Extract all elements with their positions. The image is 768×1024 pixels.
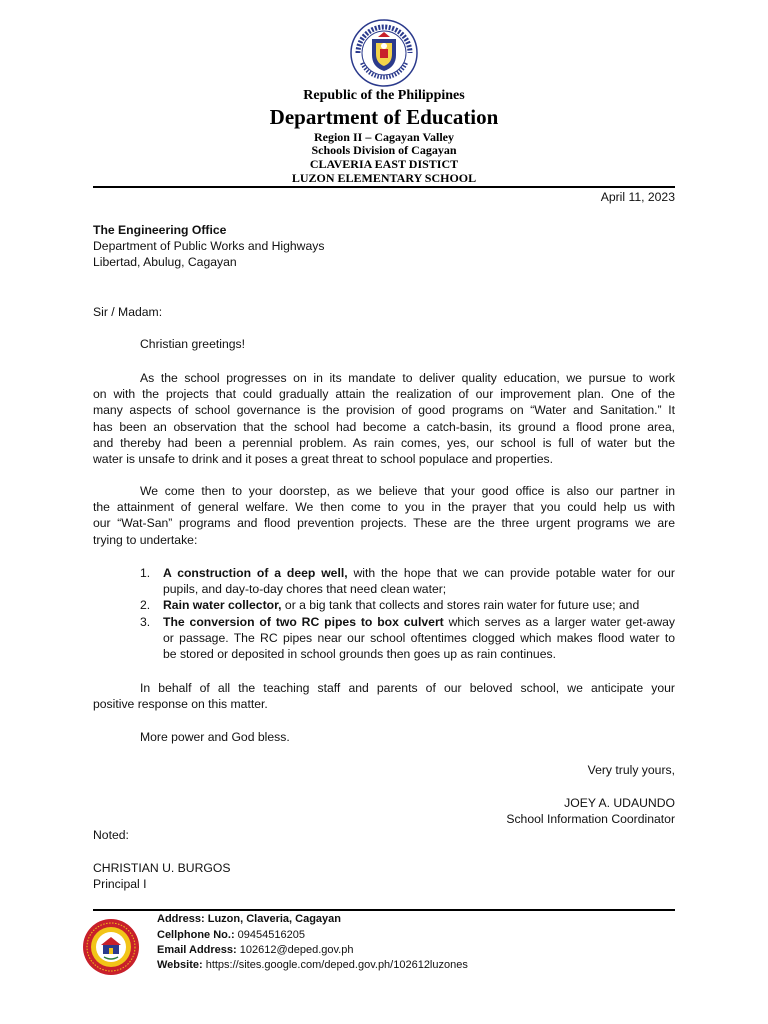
paragraph-1 xyxy=(93,370,675,467)
footer-divider xyxy=(93,909,675,911)
complimentary-close: Very truly yours, xyxy=(587,763,675,777)
paragraph-1-line: water is unsafe to drink and it poses a great threat to school populace and properties. xyxy=(93,452,554,467)
footer-cellphone-label: Cellphone No.: xyxy=(157,929,235,941)
footer-website-link[interactable]: https://sites.google.com/deped.gov.ph/102612luzones xyxy=(205,959,468,971)
header-divider xyxy=(93,186,675,188)
noted-label: Noted: xyxy=(93,828,129,842)
program-number: 2. xyxy=(140,598,151,613)
footer-email xyxy=(157,943,353,959)
header-district: CLAVERIA EAST DISTICT xyxy=(309,157,459,171)
noted-title: Principal I xyxy=(93,877,147,891)
program-text: with the hope that we can provide potable water for our xyxy=(353,566,675,580)
paragraph-3-line: In behalf of all the teaching staff and parents of our beloved school, we anticipate your xyxy=(140,681,675,695)
program-line xyxy=(163,565,675,581)
program-title: Rain water collector, xyxy=(163,598,282,613)
salutation: Sir / Madam: xyxy=(93,305,163,319)
program-number: 3. xyxy=(140,614,151,629)
program-text: which serves as a larger water get-away xyxy=(448,614,675,629)
letter-date: April 11, 2023 xyxy=(600,190,675,204)
header-department: Department of Education xyxy=(269,105,499,129)
paragraph-2 xyxy=(93,483,675,548)
recipient-office: The Engineering Office xyxy=(93,223,227,237)
footer-address: Address: Luzon, Claveria, Cagayan xyxy=(157,913,341,925)
paragraph-1-line: and thereby had been a perennial problem. As rain comes, yes, our school is full of water but the xyxy=(93,435,675,450)
footer-email-label: Email Address: xyxy=(157,944,237,956)
footer-website xyxy=(157,958,468,974)
program-item-3 xyxy=(140,614,675,663)
header-school: LUZON ELEMENTARY SCHOOL xyxy=(291,171,477,185)
paragraph-1-line: As the school progresses on in its mandate to deliver quality education, we pursue to work xyxy=(140,371,675,385)
greeting: Christian greetings! xyxy=(140,337,245,351)
paragraph-2-line: trying to undertake: xyxy=(93,532,198,547)
header-region: Region II – Cagayan Valley xyxy=(313,130,455,144)
signatory-title: School Information Coordinator xyxy=(506,812,675,826)
header-republic: Republic of the Philippines xyxy=(303,88,465,103)
program-line xyxy=(163,597,675,613)
program-line xyxy=(163,614,675,630)
footer-cellphone xyxy=(157,928,305,944)
program-item-1 xyxy=(140,565,675,597)
paragraph-3-line: positive response on this matter. xyxy=(93,697,268,712)
school-logo xyxy=(82,918,140,976)
program-text: or a big tank that collects and stores rain water for future use; and xyxy=(284,598,640,613)
footer-email-value[interactable]: 102612@deped.gov.ph xyxy=(239,944,354,956)
recipient-address: Libertad, Abulug, Cagayan xyxy=(93,255,237,269)
paragraph-1-line: has been an observation that the school had become a catch-basin, its ground a flood prone area, xyxy=(93,419,675,434)
header-division: Schools Division of Cagayan xyxy=(311,143,457,157)
recipient-agency: Department of Public Works and Highways xyxy=(93,239,325,253)
paragraph-3 xyxy=(93,680,675,712)
noted-name: CHRISTIAN U. BURGOS xyxy=(93,861,231,875)
paragraph-2-line: We come then to your doorstep, as we believe that your good office is also our partner in xyxy=(140,484,675,498)
closing-line: More power and God bless. xyxy=(140,730,290,744)
program-line: pupils, and day-to-day chores that need clean water; xyxy=(163,582,447,597)
paragraph-2-line: the attainment of general welfare. We then come to you in the prayer that you could help us with xyxy=(93,500,675,515)
program-title: A construction of a deep well, xyxy=(163,566,348,580)
program-title: The conversion of two RC pipes to box culvert xyxy=(163,614,444,629)
paragraph-1-line: many aspects of school governance is the provision of good programs on “Water and Sanitation.” It xyxy=(93,403,675,418)
program-line: or passage. The RC pipes near our school oftentimes clogged which makes flood water to xyxy=(163,630,675,645)
program-item-2 xyxy=(140,597,675,613)
paragraph-2-line: our “Wat-San” programs and flood prevention projects. These are the three urgent programs we are xyxy=(93,516,675,531)
signatory-name: JOEY A. UDAUNDO xyxy=(564,796,675,810)
programs-list xyxy=(140,565,675,662)
footer-cellphone-value: 09454516205 xyxy=(237,929,305,941)
paragraph-1-line: on with the projects that could gradually attain the realization of our improvement plan. One of the xyxy=(93,387,675,402)
program-number: 1. xyxy=(140,566,151,580)
program-line: be stored or deposited in school grounds then goes up as rain continues. xyxy=(163,647,556,662)
deped-seal-logo xyxy=(350,19,418,87)
footer-website-label: Website: xyxy=(157,959,203,971)
